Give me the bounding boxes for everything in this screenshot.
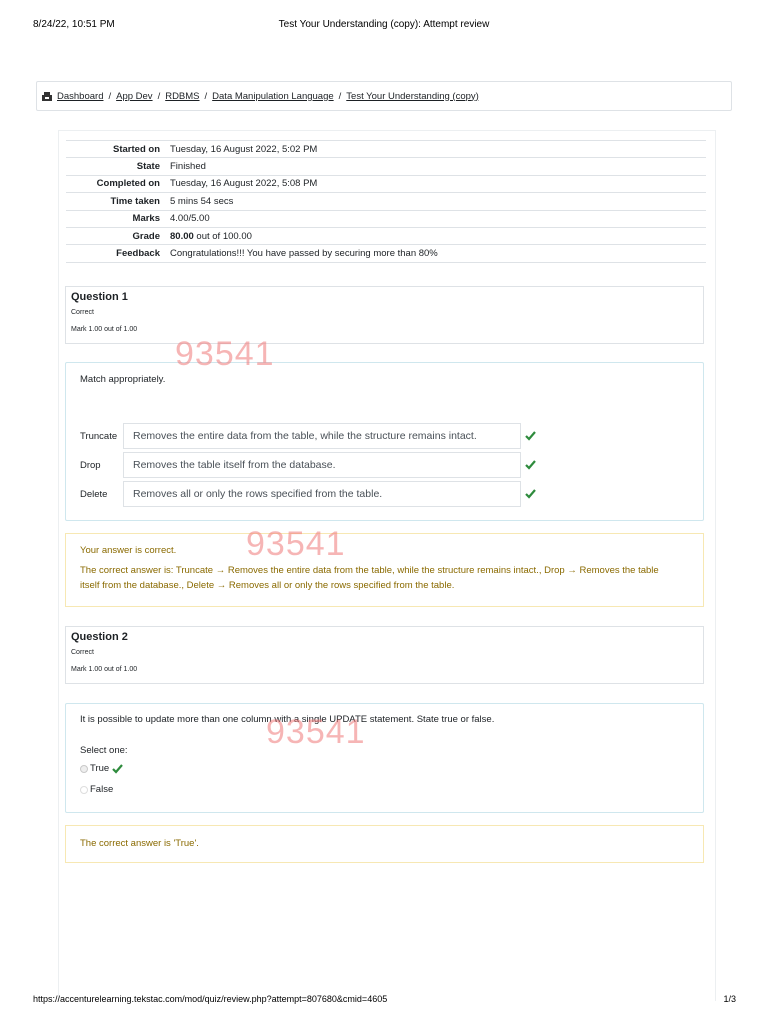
print-page-number: 1/3 <box>723 994 736 1004</box>
breadcrumb-quiz[interactable]: Test Your Understanding (copy) <box>346 90 479 102</box>
question-1-info <box>65 286 704 344</box>
option-false[interactable] <box>80 784 113 795</box>
feedback-correct-answer: The correct answer is: Truncate → Removes the entire data from the table, while the structure remains intact., Drop → Removes the table <box>80 565 659 576</box>
watermark: 93541 <box>246 525 346 563</box>
summary-value <box>165 227 706 244</box>
print-header <box>0 19 768 33</box>
print-url: https://accenturelearning.tekstac.com/mod/quiz/review.php?attempt=807680&cmid=4605 <box>33 994 388 1004</box>
breadcrumb-app-dev[interactable]: App Dev <box>116 90 153 102</box>
question-1-formulation <box>65 362 704 521</box>
feedback-status: Your answer is correct. <box>80 545 177 556</box>
question-2-feedback <box>65 825 704 863</box>
summary-row <box>66 175 706 192</box>
summary-label: Started on <box>113 143 160 155</box>
question-status: Correct <box>71 309 94 316</box>
question-title <box>71 291 698 303</box>
summary-value: Congratulations!!! You have passed by securing more than 80% <box>170 248 438 260</box>
breadcrumb-rdbms[interactable]: RDBMS <box>165 90 200 102</box>
question-title-prefix: Question <box>71 291 122 303</box>
breadcrumb-dashboard[interactable]: Dashboard <box>57 90 104 102</box>
option-label: True <box>90 763 110 774</box>
match-label: Drop <box>80 459 101 471</box>
summary-row <box>66 158 706 175</box>
summary-row <box>66 193 706 210</box>
question-title <box>71 631 698 643</box>
breadcrumb-separator: / <box>204 90 208 102</box>
check-icon <box>112 764 123 774</box>
check-icon <box>525 431 536 441</box>
summary-value: Tuesday, 16 August 2022, 5:02 PM <box>170 143 318 155</box>
question-number: 1 <box>121 291 128 303</box>
summary-label: Time taken <box>110 195 160 207</box>
match-row-drop <box>80 452 540 478</box>
radio-unselected[interactable] <box>80 786 88 794</box>
question-2-info <box>65 626 704 684</box>
question-1-feedback <box>65 533 704 607</box>
question-text: It is possible to update more than one column with a single UPDATE statement. State true or false. <box>80 714 495 725</box>
check-icon <box>525 489 536 499</box>
question-number: 2 <box>121 631 128 643</box>
summary-label: Grade <box>132 230 160 242</box>
match-label: Truncate <box>80 430 118 442</box>
question-2-formulation <box>65 703 704 813</box>
breadcrumb <box>36 81 732 111</box>
breadcrumb-separator: / <box>157 90 161 102</box>
summary-row <box>66 210 706 227</box>
feedback-correct-answer: The correct answer is 'True'. <box>80 838 199 849</box>
summary-row <box>66 227 706 244</box>
breadcrumb-dml[interactable]: Data Manipulation Language <box>212 90 334 102</box>
summary-label: State <box>136 161 160 173</box>
question-text: Match appropriately. <box>80 374 166 385</box>
feedback-correct-answer-cont: itself from the database., Delete → Removes all or only the rows specified from the table. <box>80 580 455 591</box>
question-status: Correct <box>71 649 94 656</box>
grade-value: 80.00 <box>170 230 194 242</box>
question-mark: Mark 1.00 out of 1.00 <box>71 326 138 333</box>
match-select[interactable]: Removes all or only the rows specified from the table. <box>123 481 521 507</box>
summary-row <box>66 245 706 262</box>
dashboard-icon <box>42 92 52 101</box>
summary-value: Finished <box>170 161 206 173</box>
question-mark: Mark 1.00 out of 1.00 <box>71 666 138 673</box>
summary-label: Completed on <box>96 178 160 190</box>
match-select[interactable]: Removes the entire data from the table, while the structure remains intact. <box>123 423 521 449</box>
summary-label: Marks <box>132 213 160 225</box>
print-title: Test Your Understanding (copy): Attempt review <box>278 19 490 30</box>
summary-value: 4.00/5.00 <box>170 213 210 225</box>
watermark: 93541 <box>266 713 366 751</box>
select-one-prompt: Select one: <box>80 745 128 756</box>
attempt-summary-table <box>66 140 706 263</box>
option-true[interactable] <box>80 763 123 774</box>
check-icon <box>525 460 536 470</box>
option-label: False <box>90 784 114 795</box>
breadcrumb-separator: / <box>338 90 342 102</box>
question-title-prefix: Question <box>71 631 122 643</box>
match-select[interactable]: Removes the table itself from the database. <box>123 452 521 478</box>
match-row-truncate <box>80 423 540 449</box>
summary-label: Feedback <box>116 248 160 260</box>
match-label: Delete <box>80 488 108 500</box>
watermark: 93541 <box>175 335 275 373</box>
breadcrumb-separator: / <box>108 90 112 102</box>
grade-total: out of 100.00 <box>193 230 252 242</box>
summary-value: Tuesday, 16 August 2022, 5:08 PM <box>170 178 318 190</box>
summary-value: 5 mins 54 secs <box>170 195 234 207</box>
radio-selected[interactable] <box>80 765 88 773</box>
print-datetime: 8/24/22, 10:51 PM <box>33 19 115 30</box>
match-row-delete <box>80 481 540 507</box>
summary-row <box>66 141 706 158</box>
